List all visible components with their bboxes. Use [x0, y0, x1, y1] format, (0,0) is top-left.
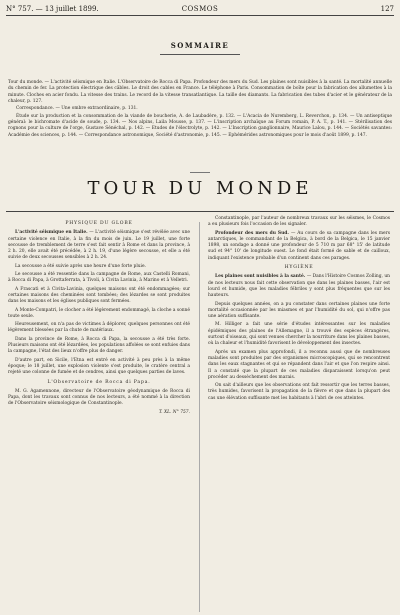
volume-footer: T. XL. N° 757.: [158, 409, 190, 415]
left-column: [8, 218, 190, 418]
column-divider: [199, 222, 200, 612]
paragraph-lead: L'activité séismique en Italie.: [15, 230, 90, 236]
body-paragraph: Constantinople, par l'auteur de nombreux travaux sur les séismes, le Cosmos a eu plusieurs fois l'occasion de les signaler.: [208, 216, 390, 228]
page-number: 127: [380, 5, 394, 13]
summary-paragraph: Tour du monde. — L'activité séismique en Italie. L'Observatoire de Rocca di Papa. Profondeur des mers du Sud. Les plaines sont nuisibles à la santé. La mortalité annuelle du chemin de fer. La protection électrique des câbles. Le droit des cables en France. Le téléphone à Paris. Consommation de boîte pour la fabrication des allumettes à la minute. Cloches en acier fondu. La vitesse des trains. Le record de la vitesse transatlantique. La taille des diamants. La fabrication des tubes d'acier et le générateur de la chaleur, p. 127.: [8, 80, 392, 105]
body-paragraph: On sait d'ailleurs que les observations ont fait ressortir que les terres basses, très humides, favorisent la propagation de la fièvre et que dans la plupart des cas une élévation suffisante met les habitants à l'abri de ces atteintes.: [208, 383, 390, 401]
issue-number: N° 757. — 13 juillet 1899.: [6, 5, 99, 13]
paragraph-lead: Les plaines sont nuisibles à la santé.: [215, 274, 307, 280]
running-header: [6, 4, 394, 16]
summary-heading: SOMMAIRE: [170, 41, 230, 50]
body-paragraph: [8, 230, 190, 261]
summary-body: [8, 80, 392, 140]
body-paragraph: M. G. Agamennone, directeur de l'Observatoire géodynamique de Rocca di Papa, dont les travaux sont connus de nos lecteurs, a été nommé à la direction de l'Observatoire séismologique de Constantinople.: [8, 388, 190, 407]
body-paragraph: D'autre part, en Sicile, l'Etna est entré en activité à peu près à la même époque; le 18 juillet, une explosion violente s'est produite, le cratère central a rejeté une colonne de fumée et de cendres, ainsi que quelques parties de laves.: [8, 357, 190, 376]
summary-rule: [160, 54, 240, 55]
body-paragraph: Depuis quelques années, on a pu constater dans certaines plaines une forte mortalité occasionnée par les miasmes et par l'humidité du sol, qui n'offre pas une aération suffisante.: [208, 301, 390, 320]
paragraph-text: — Au cours de sa campagne dans les mers antarctiques, le commandant de la Belgica, à bord de la Belgica, le 15 janvier 1898, un sondage a donné une profondeur de 5 710 m par 68° 15' de latitude sud et 94° 10' de longitude ouest. Le fond était formé de sable et de cailloux, indiquant l'existence probable d'un continent dans ces parages.: [208, 230, 390, 261]
body-paragraph: A Frascati et à Civita-Lavinia, quelques maisons ont été endommagées; sur certaines maisons des cheminées sont tombées; des lézardes se sont produites dans les maisons et les églises publiques sont fermées.: [8, 286, 190, 305]
body-paragraph: [208, 274, 390, 299]
section-heading: L'Observatoire de Rocca di Papa.: [47, 379, 151, 385]
body-paragraph: [208, 231, 390, 262]
section-heading: HYGIÈNE: [284, 265, 314, 271]
summary-paragraph: Étude sur la production et la consommation de la viande de boucherie, A. de Laubadère, p. 132. — L'Acacia de Nuremberg, L. Reverchon, p. 134. — Un antiseptique général: le bichromate d'acide de soude, p. 134. — Nos alpins, Laila Mousse, p. 137. — L'inscription archaïque au Forum romain, P. A. T., p. 141. — Stérilisation des rognons pour la culture de l'orge, Gustave Sénéchal, p. 142. — Etudes de l'électrolyte, p. 142. — L'Inscription ganglionnaire, Maurice Lalou, p. 144. — Sociétés savantes: Académie des sciences, p. 144. — Correspondance astronomique, Société d'astronomie, p. 145. — Ephémérides astronomiques pour le mois d'août 1899, p. 147.: [8, 113, 392, 138]
body-paragraph: A Monte-Compatri, le clocher a été légèrement endommagé, la cloche a sonné toute seule.: [8, 307, 190, 319]
paragraph-text: — Dans l'Histoire Cosmos Zolling, un de nos lecteurs nous fait cette observation que dans les plaines basses, l'air est lourd et humide, que les maladies fébriles y sont plus fréquentes que sur les hauteurs.: [208, 274, 391, 299]
summary-end-rule: [190, 172, 210, 173]
title-rule: [6, 211, 394, 212]
paragraph-text: — L'activité séismique s'est révélée avec une certaine violence en Italie, à la fin du mois de juin. Le 19 juillet, une forte secousse de tremblement de terre s'est fait sentir à Rome et dans la province, à 2 h. 20, elle avait été précédée, à 2 h. 19, d'une légère secousse, et elle a été suivie de deux secousses sensibles à 2 h. 24.: [8, 230, 190, 261]
body-paragraph: Dans la province de Rome, à Rocca di Papa, la secousse a été très forte. Plusieurs maisons ont été lézardées, les populations affolées se sont enfuies dans la campagne, l'état des lieux n'offre plus de danger.: [8, 336, 190, 355]
journal-name: COSMOS: [181, 5, 219, 13]
body-paragraph: M. Hilliger a fait une série d'études intéressantes sur les maladies épidémiques des plaines de l'Allemagne, il a trouvé des espèces étrangères, surtout d'oiseaux, qui sont venues chercher la nourriture dans les plaines basses, où la chaleur et l'humidité favorisent le développement des insectes.: [208, 322, 390, 347]
section-heading: PHYSIQUE DU GLOBE: [65, 221, 133, 226]
summary-paragraph: Correspondance. — Une ombre extraordinaire, p. 131.: [16, 106, 138, 112]
body-paragraph: La secousse a été suivie après une heure d'une forte pluie.: [15, 263, 146, 269]
body-paragraph: Heureusement, on n'a pas de victimes à déplorer, quelques personnes ont été légèrement blessées par la chute de matériaux.: [8, 322, 190, 334]
paragraph-lead: Profondeur des mers du Sud.: [215, 230, 291, 236]
right-column: [208, 216, 390, 404]
article-title: TOUR DU MONDE: [87, 178, 313, 199]
body-paragraph: Après un examen plus approfondi, il a reconnu aussi que de nombreuses maladies sont produites par des organismes microscopiques, qui se rencontrent dans les eaux stagnantes et qui se répandent dans l'air et que l'on respire ainsi. Il a constaté que la plupart de ces maladies disparaissent lorsqu'on peut procéder au dessèchement des marais.: [208, 349, 390, 380]
body-paragraph: Le secousse a été ressentie dans la campagne de Rome, aux Castelli Romani, à Rocca di Papa, à Grottaferrata, à Tivoli, à Civita Lavinia, à Marino et à Velletri.: [8, 272, 190, 284]
